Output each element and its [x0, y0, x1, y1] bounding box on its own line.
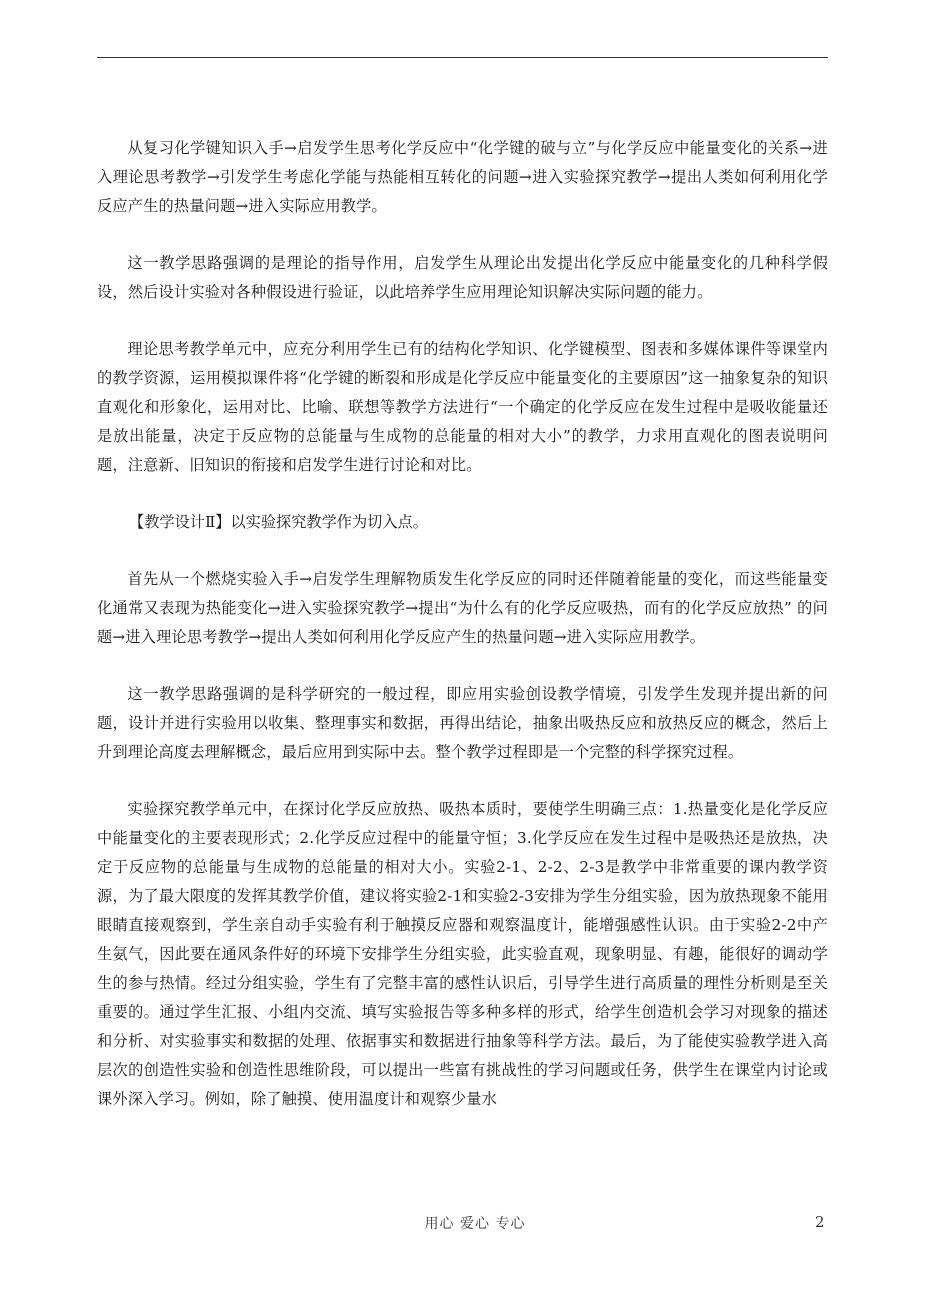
- paragraph-approach-one-flow: 从复习化学键知识入手→启发学生思考化学反应中“化学键的破与立”与化学反应中能量变化的关系→进入理论思考教学→引发学生考虑化学能与热能相互转化的问题→进入实验探究教学→提出人类如何利用化学反应产生的热量问题→进入实际应用教学。: [97, 139, 828, 215]
- header-rule: [97, 57, 828, 58]
- paragraph-approach-two-emphasis: 这一教学思路强调的是科学研究的一般过程，即应用实验创设教学情境，引发学生发现并提出新的问题，设计并进行实验用以收集、整理事实和数据，再得出结论，抽象出吸热反应和放热反应的概念，然后上升到理论高度去理解概念，最后应用到实际中去。整个教学过程即是一个完整的科学探究过程。: [97, 685, 828, 761]
- paragraph-experiment-unit: 实验探究教学单元中，在探讨化学反应放热、吸热本质时，要使学生明确三点：1.热量变化是化学反应中能量变化的主要表现形式；2.化学反应过程中的能量守恒；3.化学反应在发生过程中是吸热还是放热，决定于反应物的总能量与生成物的总能量的相对大小。实验2-1、2-2、2-3是教学中非常重要的课内教学资源，为了最大限度的发挥其教学价值，建议将实验2-1和实验2-3安排为学生分组实验，因为放热现象不能用眼睛直接观察到，学生亲自动手实验有利于触摸反应器和观察温度计，能增强感性认识。由于实验2-2中产生氨气，因此要在通风条件好的环境下安排学生分组实验，此实验直观，现象明显、有趣，能很好的调动学生的参与热情。经过分组实验，学生有了完整丰富的感性认识后，引导学生进行高质量的理性分析则是至关重要的。通过学生汇报、小组内交流、填写实验报告等多种多样的形式，给学生创造机会学习对现象的描述和分析、对实验事实和数据的处理、依据事实和数据进行抽象等科学方法。最后，为了能使实验教学进入高层次的创造性实验和创造性思维阶段，可以提出一些富有挑战性的学习问题或任务，供学生在课堂内讨论或课外深入学习。例如，除了触摸、使用温度计和观察少量水: [97, 800, 828, 1108]
- section-heading-design-two: 【教学设计Ⅱ】以实验探究教学作为切入点。: [129, 513, 428, 531]
- footer-slogan: 用心 爱心 专心: [424, 1216, 526, 1232]
- document-body: [97, 134, 828, 1142]
- page-number: 2: [815, 1213, 825, 1231]
- paragraph-approach-one-emphasis: 这一教学思路强调的是理论的指导作用，启发学生从理论出发提出化学反应中能量变化的几种科学假设，然后设计实验对各种假设进行验证，以此培养学生应用理论知识解决实际问题的能力。: [97, 254, 828, 301]
- paragraph-approach-two-flow: 首先从一个燃烧实验入手→启发学生理解物质发生化学反应的同时还伴随着能量的变化，而这些能量变化通常又表现为热能变化→进入实验探究教学→提出“为什么有的化学反应吸热，而有的化学反应放热” 的问题→进入理论思考教学→提出人类如何利用化学反应产生的热量问题→进入实际应用教学。: [97, 570, 828, 646]
- paragraph-theory-unit: 理论思考教学单元中，应充分利用学生已有的结构化学知识、化学键模型、图表和多媒体课件等课堂内的教学资源，运用模拟课件将“化学键的断裂和形成是化学反应中能量变化的主要原因”这一抽象复杂的知识直观化和形象化，运用对比、比喻、联想等教学方法进行“一个确定的化学反应在发生过程中是吸收能量还是放出能量，决定于反应物的总能量与生成物的总能量的相对大小”的教学，力求用直观化的图表说明问题，注意新、旧知识的衔接和启发学生进行讨论和对比。: [97, 340, 828, 474]
